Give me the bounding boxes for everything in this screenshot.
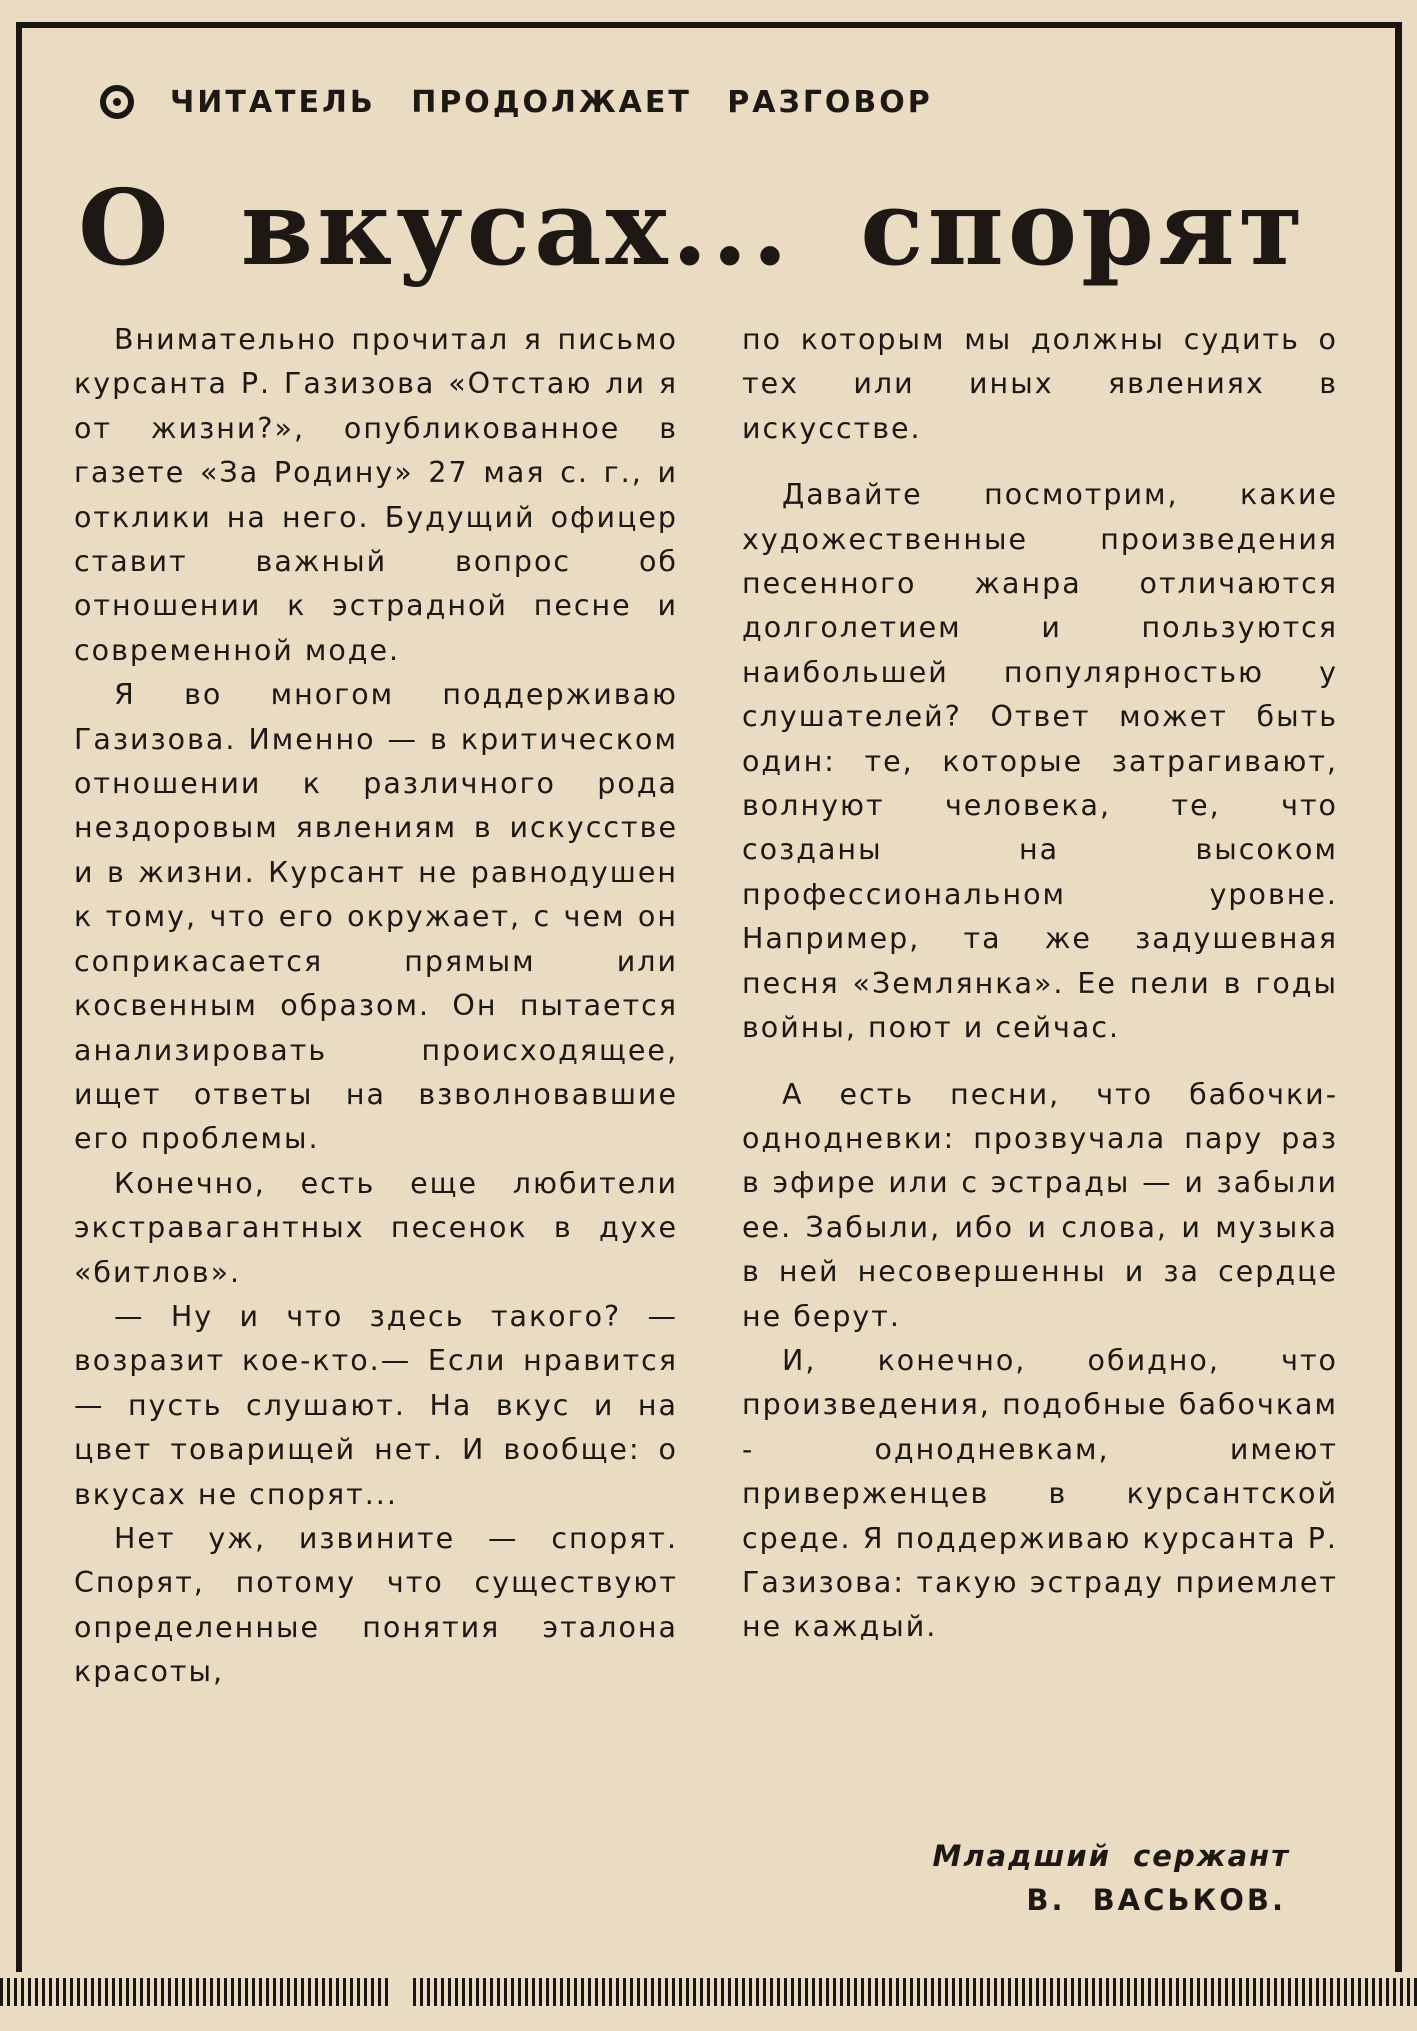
rubric-title: ЧИТАТЕЛЬ ПРОДОЛЖАЕТ РАЗГОВОР (170, 84, 933, 120)
rubric (100, 72, 933, 132)
paragraph: А есть песни, что бабочки-однодневки: прозвучала пару раз в эфире или с эстрады — и забыли ее. Забыли, ибо и слова, и музыка в ней несовершенны и за сердце не берут. (742, 1077, 1338, 1333)
paragraph: Внимательно прочитал я письмо курсанта Р. Газизова «Отстаю ли я от жизни?», опубликованное в газете «За Родину» 27 мая с. г., и отклики на него. Будущий офицер ставит важный вопрос об отношении к эстрадной песне и современной моде. (74, 323, 678, 667)
paragraph: Давайте посмотрим, какие художественные произведения песенного жанра отличаются долголетием и пользуются наибольшей популярностью у слушателей? Ответ может быть один: те, которые затрагивают, волнуют человека, те, что созданы на высоком профессиональном уровне. Например, та же задушевная песня «Землянка». Ее пели в годы войны, поют и сейчас. (742, 478, 1338, 1045)
signature-name: В. ВАСЬКОВ. (1026, 1883, 1286, 1917)
paragraph: Конечно, есть еще любители экстравагантных песенок в духе «битлов». (74, 1166, 678, 1289)
signature-rank: Младший сержант (932, 1839, 1290, 1873)
right-column (742, 318, 1338, 1650)
left-column (74, 318, 678, 1695)
paragraph-continuation: по которым мы должны судить о тех или иных явлениях в искусстве. (742, 323, 1338, 445)
paragraph: Я во многом поддерживаю Газизова. Именно — в критическом отношении к различного рода нездоровым явлениям в искусстве и в жизни. Курсант не равнодушен к тому, что его окружает, с чем он соприкасается прямым или косвенным образом. Он пытается анализировать происходящее, ищет ответы на взволновавшие его проблемы. (74, 678, 678, 1156)
signature (742, 1834, 1290, 1922)
paragraph: — Ну и что здесь такого? — возразит кое-кто.— Если нравится — пусть слушают. На вкус и на цвет товарищей нет. И вообще: о вкусах не спорят... (74, 1299, 678, 1511)
circle-dot-icon (100, 85, 134, 119)
perforation-strip (0, 1978, 1417, 2006)
headline: О вкусах... спорят (78, 166, 1308, 289)
paragraph: Нет уж, извините — спорят. Спорят, потому что существуют определенные понятия эталона красоты, (74, 1521, 678, 1689)
perforation-gap (392, 1978, 410, 2006)
paragraph: И, конечно, обидно, что произведения, подобные бабочкам - однодневкам, имеют приверженцев в курсантской среде. Я поддерживаю курсанта Р. Газизова: такую эстраду приемлет не каждый. (742, 1343, 1338, 1644)
